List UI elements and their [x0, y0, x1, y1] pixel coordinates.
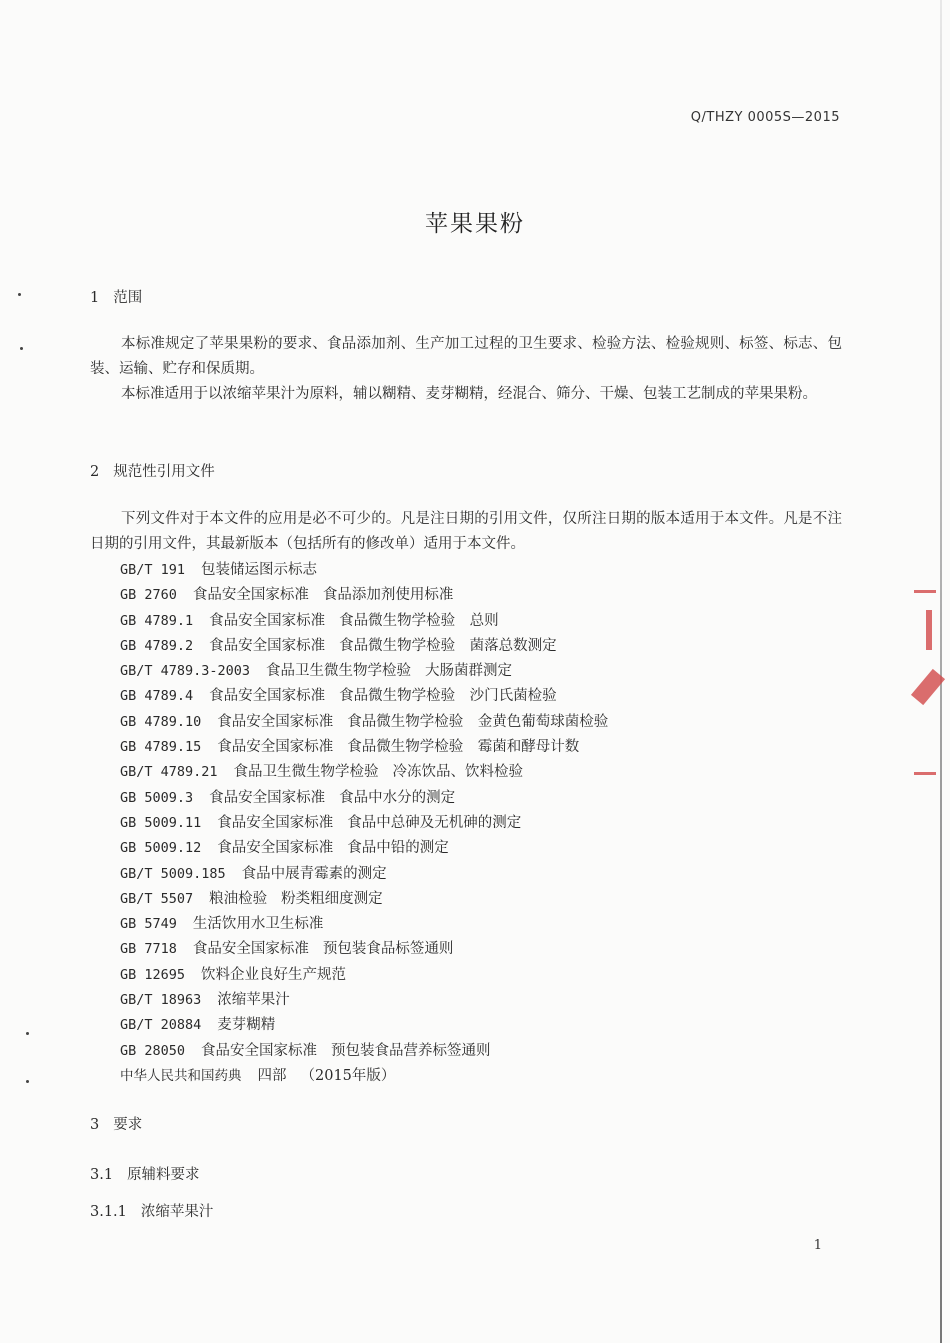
scan-speck — [26, 1032, 29, 1035]
section-3-1-1-number: 3.1.1 — [90, 1204, 127, 1220]
reference-code: GB/T 18963 — [120, 992, 202, 1009]
section-3-1-title: 原辅料要求 — [127, 1167, 200, 1183]
reference-item — [120, 786, 608, 811]
reference-title: 食品安全国家标准 — [209, 637, 326, 654]
reference-code: GB 4789.1 — [120, 612, 194, 629]
reference-title: 包装储运图示标志 — [201, 562, 318, 578]
reference-subtitle: 食品微生物学检验 金黄色葡萄球菌检验 — [347, 713, 609, 730]
reference-item — [120, 634, 608, 659]
reference-code: GB/T 20884 — [120, 1017, 202, 1034]
reference-subtitle: 食品添加剂使用标准 — [322, 587, 454, 604]
stamp-fragment — [908, 590, 936, 790]
scan-speck — [26, 1080, 29, 1083]
reference-item — [120, 558, 608, 583]
reference-code: 中华人民共和国药典 — [120, 1067, 242, 1084]
reference-item — [120, 583, 608, 608]
section-1-number: 1 — [90, 290, 100, 306]
reference-subtitle: 食品微生物学检验 霉菌和酵母计数 — [347, 739, 580, 756]
reference-title: 食品卫生微生物学检验 — [233, 764, 379, 781]
section-1-paragraph-1: 本标准规定了苹果果粉的要求、食品添加剂、生产加工过程的卫生要求、检验方法、检验规则、标签、标志、包装、运输、贮存和保质期。 — [90, 336, 842, 377]
section-1-heading — [90, 286, 142, 307]
reference-item — [120, 684, 608, 709]
reference-code: GB 28050 — [120, 1042, 186, 1059]
reference-subtitle: 食品中铅的测定 — [347, 840, 449, 857]
reference-item — [120, 1039, 608, 1064]
reference-item — [120, 811, 608, 836]
section-3-number: 3 — [90, 1117, 100, 1133]
reference-list — [120, 558, 608, 1089]
document-title: 苹果果粉 — [425, 211, 525, 237]
stamp-mark — [914, 772, 936, 775]
reference-title: 食品卫生微生物学检验 — [266, 663, 412, 680]
reference-item — [120, 735, 608, 760]
reference-title: 四部 — [257, 1067, 287, 1084]
reference-item — [120, 1064, 608, 1089]
reference-title: 食品安全国家标准 — [201, 1042, 318, 1059]
reference-code: GB/T 191 — [120, 562, 186, 578]
reference-subtitle: 食品中总砷及无机砷的测定 — [347, 814, 522, 831]
reference-item — [120, 912, 608, 937]
reference-title: 饮料企业良好生产规范 — [201, 966, 347, 983]
reference-code: GB 5009.3 — [120, 789, 194, 806]
reference-subtitle: （2015年版） — [300, 1067, 396, 1084]
reference-title: 生活饮用水卫生标准 — [192, 916, 324, 933]
section-2-intro: 下列文件对于本文件的应用是必不可少的。凡是注日期的引用文件，仅所注日期的版本适用于本文件。凡是不注日期的引用文件，其最新版本（包括所有的修改单）适用于本文件。 — [90, 511, 842, 552]
reference-title: 食品中展青霉素的测定 — [241, 865, 387, 882]
reference-code: GB 7718 — [120, 941, 177, 958]
reference-item — [120, 710, 608, 735]
reference-subtitle: 预包装食品营养标签通则 — [331, 1042, 491, 1059]
reference-code: GB/T 4789.21 — [120, 764, 218, 781]
reference-code: GB 4789.2 — [120, 637, 194, 654]
reference-code: GB 2760 — [120, 587, 177, 604]
reference-item — [120, 862, 608, 887]
reference-code: GB 4789.10 — [120, 713, 202, 730]
reference-subtitle: 食品微生物学检验 总则 — [339, 612, 499, 629]
section-2-title: 规范性引用文件 — [113, 464, 215, 480]
section-3-1-1-title: 浓缩苹果汁 — [140, 1204, 214, 1220]
reference-code: GB/T 5009.185 — [120, 865, 226, 882]
section-3-1-heading — [90, 1163, 200, 1184]
reference-subtitle: 食品中水分的测定 — [339, 789, 456, 806]
reference-code: GB 5009.11 — [120, 814, 202, 831]
reference-item — [120, 887, 608, 912]
reference-subtitle: 冷冻饮品、饮料检验 — [392, 764, 524, 781]
reference-item — [120, 659, 608, 684]
reference-title: 食品安全国家标准 — [217, 814, 334, 831]
section-3-heading — [90, 1113, 142, 1134]
reference-code: GB/T 4789.3-2003 — [120, 663, 251, 680]
reference-code: GB 12695 — [120, 966, 186, 983]
document-code: Q/THZY 0005S—2015 — [690, 110, 840, 125]
reference-subtitle: 预包装食品标签通则 — [322, 941, 454, 958]
reference-item — [120, 937, 608, 962]
reference-title: 食品安全国家标准 — [209, 688, 326, 705]
reference-item — [120, 1013, 608, 1038]
reference-code: GB/T 5507 — [120, 890, 194, 907]
reference-code: GB 4789.15 — [120, 739, 202, 756]
stamp-mark — [914, 590, 936, 593]
reference-item — [120, 836, 608, 861]
reference-subtitle: 食品微生物学检验 菌落总数测定 — [339, 637, 557, 654]
section-2-heading — [90, 460, 215, 481]
reference-code: GB 5749 — [120, 916, 177, 933]
reference-title: 浓缩苹果汁 — [217, 992, 290, 1009]
scan-edge-line — [940, 0, 942, 1343]
reference-item — [120, 988, 608, 1013]
reference-title: 食品安全国家标准 — [192, 587, 309, 604]
section-2-number: 2 — [90, 464, 100, 480]
reference-title: 粮油检验 — [209, 890, 268, 907]
section-3-1-1-heading — [90, 1200, 213, 1221]
reference-title: 食品安全国家标准 — [209, 612, 326, 629]
reference-subtitle: 粉类粗细度测定 — [281, 890, 383, 907]
reference-title: 食品安全国家标准 — [217, 739, 334, 756]
scan-speck — [20, 347, 23, 350]
reference-item — [120, 963, 608, 988]
section-1-paragraph-2: 本标准适用于以浓缩苹果汁为原料，辅以糊精、麦芽糊精，经混合、筛分、干燥、包装工艺制成的苹果果粉。 — [121, 386, 817, 402]
section-3-1-number: 3.1 — [90, 1167, 114, 1183]
reference-subtitle: 食品微生物学检验 沙门氏菌检验 — [339, 688, 557, 705]
scan-speck — [18, 293, 21, 296]
reference-item — [120, 609, 608, 634]
reference-subtitle: 大肠菌群测定 — [425, 663, 513, 680]
reference-title: 麦芽糊精 — [217, 1017, 276, 1034]
reference-title: 食品安全国家标准 — [209, 789, 326, 806]
section-3-title: 要求 — [113, 1117, 143, 1133]
reference-code: GB 5009.12 — [120, 840, 202, 857]
page-number: 1 — [813, 1238, 822, 1253]
stamp-mark — [926, 610, 932, 650]
reference-title: 食品安全国家标准 — [217, 713, 334, 730]
reference-code: GB 4789.4 — [120, 688, 194, 705]
section-1-title: 范围 — [113, 290, 143, 306]
reference-item — [120, 760, 608, 785]
reference-title: 食品安全国家标准 — [192, 941, 309, 958]
reference-title: 食品安全国家标准 — [217, 840, 334, 857]
